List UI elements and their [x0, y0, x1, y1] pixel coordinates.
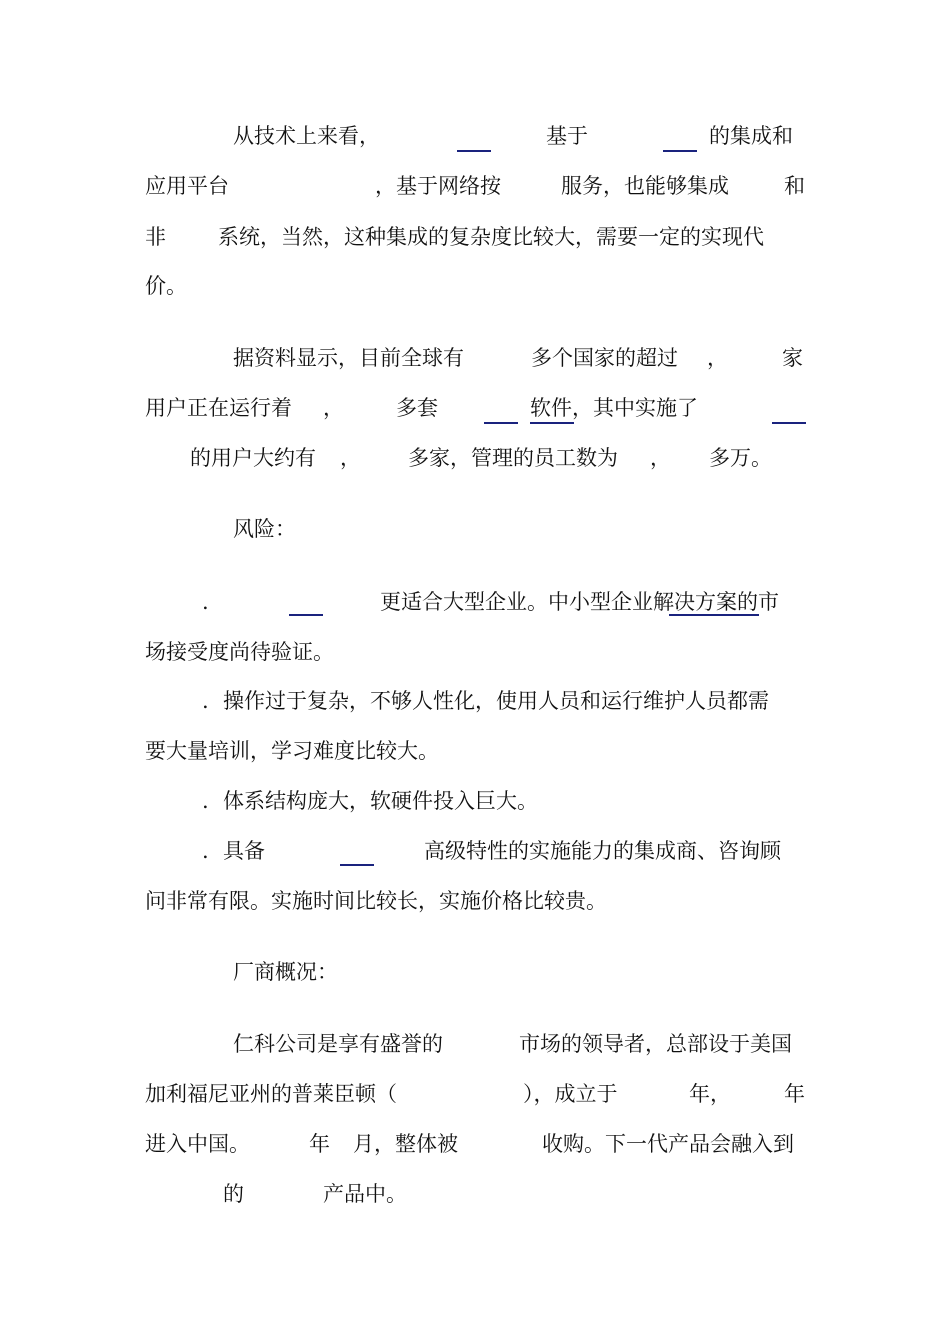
p2-text: 据资料显示，目前全球有	[233, 346, 464, 370]
p1-text: 价。	[145, 274, 187, 298]
vendor-text: 进入中国。	[145, 1132, 250, 1156]
p2-text: 家	[782, 346, 803, 370]
vendor-text: 的	[223, 1182, 244, 1206]
vendor-text: 产品中。	[323, 1182, 407, 1206]
risk-text: 高级特性的实施能力的集成商、咨询顾	[424, 839, 781, 863]
risk-text: 操作过于复杂，不够人性化，使用人员和运行维护人员都需	[223, 689, 769, 713]
risk-text: 具备	[223, 839, 265, 863]
link-underline[interactable]	[772, 422, 806, 424]
risk-heading: 风险：	[233, 517, 296, 541]
vendor-text: 年	[784, 1082, 805, 1106]
vendor-text: 加利福尼亚州的普莱臣顿（	[145, 1082, 397, 1106]
p2-text: 多套	[396, 396, 438, 420]
risk-text: 场接受度尚待验证。	[145, 640, 334, 664]
p2-text: 多家，管理的员工数为	[408, 446, 618, 470]
p2-text: ，	[707, 346, 728, 370]
vendor-text: 月，整体被	[353, 1132, 458, 1156]
vendor-text: 仁科公司是享有盛誉的	[233, 1032, 443, 1056]
vendor-text: ），成立于	[523, 1082, 618, 1106]
p2-text: 软件，其中实施了	[530, 396, 698, 420]
p2-text: 用户正在运行着	[145, 396, 292, 420]
p2-text: ，	[340, 446, 361, 470]
risk-bullet: .	[202, 689, 209, 713]
risk-bullet: .	[202, 590, 209, 614]
vendor-text: 年	[309, 1132, 330, 1156]
vendor-heading: 厂商概况：	[233, 960, 338, 984]
link-underline[interactable]	[289, 614, 323, 616]
vendor-text: 市场的领导者，总部设于美国	[519, 1032, 792, 1056]
p1-text: 系统，当然，这种集成的复杂度比较大，需要一定的实现代	[218, 225, 764, 249]
vendor-text: 收购。下一代产品会融入到	[542, 1132, 794, 1156]
link-underline[interactable]	[669, 614, 759, 616]
p1-text: 基于	[546, 124, 588, 148]
p1-text: 的集成和	[709, 124, 793, 148]
risk-text: 要大量培训，学习难度比较大。	[145, 739, 439, 763]
risk-bullet: .	[202, 789, 209, 813]
risk-text: 更适合大型企业。中小型企业解决方案的市	[380, 590, 779, 614]
risk-text: 体系结构庞大，软硬件投入巨大。	[223, 789, 538, 813]
p2-text: ，	[323, 396, 344, 420]
link-underline[interactable]	[530, 422, 574, 424]
link-underline[interactable]	[663, 150, 697, 152]
p1-text: 应用平台	[145, 174, 229, 198]
link-underline[interactable]	[484, 422, 518, 424]
p1-text: 和	[784, 174, 805, 198]
p1-text: 服务，也能够集成	[561, 174, 729, 198]
p2-text: 多个国家的超过	[531, 346, 678, 370]
link-underline[interactable]	[457, 150, 491, 152]
link-underline[interactable]	[340, 864, 374, 866]
risk-text: 问非常有限。实施时间比较长，实施价格比较贵。	[145, 889, 607, 913]
risk-bullet: .	[202, 839, 209, 863]
p2-text: ，	[650, 446, 671, 470]
p2-text: 的用户大约有	[190, 446, 316, 470]
p2-text: 多万。	[709, 446, 772, 470]
p1-text: 从技术上来看，	[233, 124, 380, 148]
p1-text: ，基于网络按	[375, 174, 501, 198]
vendor-text: 年，	[689, 1082, 731, 1106]
p1-text: 非	[145, 225, 166, 249]
